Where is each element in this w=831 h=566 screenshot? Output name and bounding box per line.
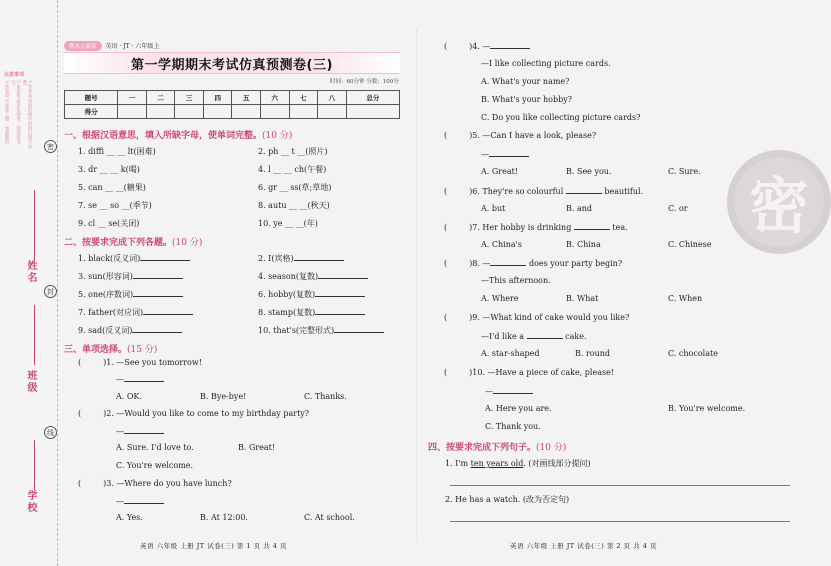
s2-item (258, 307, 365, 318)
s2-item (78, 325, 182, 336)
answer-blank[interactable] (124, 426, 164, 434)
reply-line (116, 496, 164, 506)
section-3-title: 三、单项选择。 (64, 345, 128, 355)
question-stem: )5. —Can I have a look, please? (469, 131, 597, 140)
paren: ( (444, 131, 448, 140)
question-stem: )4. — (469, 42, 491, 51)
s1-item: 3. dr __ __ k(喝) (78, 165, 140, 174)
name-label: 姓名 (25, 260, 36, 284)
score-header-row (65, 91, 400, 105)
option-c[interactable]: C. or (668, 204, 688, 213)
score-cell[interactable] (175, 105, 204, 119)
score-header-cell: 总分 (346, 91, 399, 105)
s2-item-label: 8. stamp(复数) (258, 308, 316, 317)
section-4-heading (428, 440, 566, 453)
score-table (64, 90, 400, 119)
score-cell[interactable] (118, 105, 147, 119)
option-a[interactable]: A. Great! (481, 167, 519, 176)
notice-text: 2.用蓝色或黑色钢笔、圆珠笔书写。 (10, 80, 21, 145)
score-cell[interactable] (318, 105, 347, 119)
binding-margin (0, 0, 58, 566)
option-b[interactable]: B. and (566, 204, 593, 213)
s4-item-2: 2. He has a watch. (改为否定句) (445, 495, 570, 504)
reply-text-end: cake. (565, 332, 587, 341)
notice-text: 1.答卷前将密封线内的项目填写清楚。 (22, 80, 32, 150)
option-c[interactable]: C. At school. (304, 513, 355, 522)
score-cell[interactable] (346, 105, 399, 119)
option-c[interactable]: C. When (668, 294, 703, 303)
s1-item: 10. ye __ __(年) (258, 219, 318, 228)
option-a[interactable]: A. China's (481, 240, 522, 249)
s1-item: 2. ph __ t __(照片) (258, 147, 328, 156)
answer-blank[interactable] (315, 289, 365, 297)
footer-left: 英语 六年级 上册 JT 试卷(三) 第 1 页 共 4 页 (140, 542, 287, 550)
section-2-title: 二、按要求完成下列各题。 (64, 238, 173, 248)
notice-box (4, 72, 48, 150)
dash: — (116, 427, 124, 436)
answer-blank[interactable] (140, 253, 190, 261)
paren: ( (444, 259, 448, 268)
paren: ( (444, 313, 448, 322)
page-title: 第一学期期末考试仿真预测卷(三) (131, 57, 333, 73)
section-4-title: 四、按要求完成下列句子。 (428, 443, 537, 453)
answer-blank[interactable] (315, 307, 365, 315)
score-header-cell: 七 (289, 91, 318, 105)
s2-item (78, 307, 193, 318)
option-a[interactable]: A. OK. (116, 392, 142, 401)
s2-item (258, 271, 368, 282)
s2-item-label: 5. one(序数词) (78, 290, 134, 299)
s2-item (258, 289, 365, 300)
section-4-points: (10 分) (536, 443, 567, 453)
option-a[interactable]: A. Sure. I'd love to. (116, 443, 194, 452)
underlined-phrase: ten years old (470, 459, 524, 468)
mc-question-10 (444, 368, 614, 377)
option-c[interactable]: C. Thanks. (304, 392, 347, 401)
option-c[interactable]: C. Do you like collecting picture cards? (481, 113, 641, 122)
confidential-stamp: 密 (727, 150, 831, 254)
question-stem-end: beautiful. (604, 187, 644, 196)
page-divider (416, 30, 417, 540)
dash: — (116, 375, 124, 384)
mc-question-9 (444, 313, 629, 322)
question-stem: )3. —Where do you have lunch? (103, 479, 232, 488)
option-c[interactable]: C. You're welcome. (116, 461, 194, 470)
dash: — (116, 497, 124, 506)
answer-blank[interactable] (133, 289, 183, 297)
answer-line[interactable] (450, 485, 790, 486)
reply-line (485, 386, 533, 396)
score-cell[interactable] (261, 105, 290, 119)
score-cell[interactable] (146, 105, 175, 119)
paren: ( (444, 223, 448, 232)
s2-item-label: 7. father(对应词) (78, 308, 144, 317)
class-line[interactable] (34, 305, 35, 365)
section-1-title: 一、根据汉语意思，填入所缺字母，使单词完整。 (64, 131, 263, 141)
s2-item-label: 4. season(复数) (258, 272, 319, 281)
paren: ( (444, 42, 448, 51)
answer-blank[interactable] (493, 386, 533, 394)
s2-item-label: 6. hobby(复数) (258, 290, 316, 299)
question-stem: )8. — (469, 259, 491, 268)
mc-question-4 (444, 41, 530, 51)
s2-item-label: 3. sun(形容词) (78, 272, 133, 281)
s1-item: 6. gr __ ss(草;草地) (258, 183, 332, 192)
s1-item: 4. l __ __ ch(午餐) (258, 165, 327, 174)
reply-line (116, 426, 164, 436)
answer-blank[interactable] (489, 149, 529, 157)
s2-item (258, 325, 384, 336)
s1-item: 5. can __ __(糖果) (78, 183, 146, 192)
answer-blank[interactable] (490, 41, 530, 49)
reply-line (481, 149, 529, 159)
s1-item: 8. autu __ __(秋天) (258, 201, 330, 210)
paren: ( (78, 358, 82, 367)
answer-blank[interactable] (490, 258, 526, 266)
s2-item (258, 253, 344, 264)
time-info: 时间：60分钟 分数：100分 (330, 79, 399, 85)
question-stem: )1. —See you tomorrow! (103, 358, 202, 367)
option-c[interactable]: C. Thank you. (485, 422, 541, 431)
section-2-heading (64, 235, 202, 248)
reply-line (116, 374, 164, 384)
section-3-points: (15 分) (127, 345, 158, 355)
school-line[interactable] (34, 440, 35, 490)
score-row (65, 105, 400, 119)
section-1-heading (64, 128, 292, 141)
answer-blank[interactable] (124, 374, 164, 382)
question-stem-end: does your party begin? (528, 259, 623, 268)
section-2-points: (10 分) (172, 238, 203, 248)
score-cell[interactable] (203, 105, 232, 119)
reply-text: —I'd like a (481, 332, 525, 341)
seal-char: 线 (44, 426, 57, 439)
score-header-cell: 五 (232, 91, 261, 105)
answer-blank[interactable] (527, 331, 563, 339)
option-a[interactable]: A. star-shaped (481, 349, 540, 358)
reply-text: —This afternoon. (481, 276, 551, 285)
score-header-cell: 八 (318, 91, 347, 105)
dash: — (485, 387, 493, 396)
name-line[interactable] (34, 190, 35, 260)
option-c[interactable]: C. Sure. (668, 167, 701, 176)
score-header-cell: 二 (146, 91, 175, 105)
mc-question-3 (78, 479, 232, 488)
header-bar (64, 40, 400, 51)
option-b[interactable]: B. What (566, 294, 599, 303)
answer-blank[interactable] (574, 222, 610, 230)
option-a[interactable]: A. but (481, 204, 506, 213)
score-header-cell: 三 (175, 91, 204, 105)
answer-blank[interactable] (294, 253, 344, 261)
answer-blank[interactable] (334, 325, 384, 333)
notice-text: 3.答卷时字迹要工整，卷面整洁。 (4, 80, 9, 150)
option-b[interactable]: B. Great! (238, 443, 276, 452)
question-stem-end: tea. (612, 223, 628, 232)
score-header-cell: 题号 (65, 91, 118, 105)
question-stem: )6. They're so colourful (469, 187, 564, 196)
answer-blank[interactable] (132, 325, 182, 333)
score-header-cell: 六 (261, 91, 290, 105)
mc-question-1 (78, 358, 202, 367)
s2-item (78, 289, 183, 300)
question-stem: )7. Her hobby is drinking (469, 223, 572, 232)
option-c[interactable]: C. chocolate (668, 349, 718, 358)
notice-title: 注意事项 (4, 72, 25, 78)
reply-text: —I like collecting picture cards. (481, 59, 611, 68)
question-stem: )10. —Have a piece of cake, please! (469, 368, 615, 377)
dash: — (481, 150, 489, 159)
score-row-label: 得分 (65, 105, 118, 119)
s2-item-label: 2. I(宾格) (258, 254, 294, 263)
reply-line (481, 331, 587, 341)
s1-item: 7. se __ so __(季节) (78, 201, 152, 210)
option-b[interactable]: B. Bye-bye! (200, 392, 247, 401)
sentence-text: 1. I'm (445, 459, 469, 468)
option-b[interactable]: B. round (575, 349, 611, 358)
class-label: 班级 (25, 370, 36, 394)
mc-question-5 (444, 131, 596, 140)
paren: ( (444, 187, 448, 196)
paren: ( (78, 409, 82, 418)
s2-item (78, 271, 183, 282)
s2-item-label: 9. sad(反义词) (78, 326, 133, 335)
sentence-instruction: . (对画线部分提问) (523, 459, 591, 468)
score-header-cell: 一 (118, 91, 147, 105)
s2-item-label: 1. black(反义词) (78, 254, 141, 263)
question-stem: )2. —Would you like to come to my birthday party? (103, 409, 310, 418)
option-a[interactable]: A. What's your name? (481, 77, 570, 86)
s2-item (78, 253, 190, 264)
mc-question-7 (444, 222, 628, 232)
s1-item: 1. diffi __ __ lt(困难) (78, 147, 156, 156)
paren: ( (444, 368, 448, 377)
mc-question-8 (444, 258, 622, 268)
answer-blank[interactable] (143, 307, 193, 315)
section-3-heading (64, 342, 157, 355)
footer-right: 英语 六年级 上册 JT 试卷(三) 第 2 页 共 4 页 (510, 542, 657, 550)
title-band (64, 52, 400, 74)
option-a[interactable]: A. Here you are. (485, 404, 552, 413)
series-tag: 期末大赢家 (64, 41, 102, 51)
s2-item-label: 10. that's(完整形式) (258, 326, 335, 335)
mc-question-2 (78, 409, 309, 418)
score-cell[interactable] (289, 105, 318, 119)
seal-char: 密 (44, 140, 57, 153)
answer-line[interactable] (450, 521, 790, 522)
option-b[interactable]: B. At 12:00. (200, 513, 248, 522)
question-stem: )9. —What kind of cake would you like? (469, 313, 630, 322)
seal-char: 封 (44, 285, 57, 298)
s4-item-1 (445, 458, 591, 469)
score-cell[interactable] (232, 105, 261, 119)
section-1-points: (10 分) (262, 131, 293, 141)
answer-blank[interactable] (318, 271, 368, 279)
option-a[interactable]: A. Yes. (116, 513, 143, 522)
option-b[interactable]: B. What's your hobby? (481, 95, 573, 104)
answer-blank[interactable] (133, 271, 183, 279)
school-label: 学校 (25, 490, 36, 514)
answer-blank[interactable] (566, 186, 602, 194)
option-b[interactable]: B. China (566, 240, 601, 249)
answer-blank[interactable] (124, 496, 164, 504)
option-b[interactable]: B. See you. (566, 167, 612, 176)
option-c[interactable]: C. Chinese (668, 240, 712, 249)
mc-question-6 (444, 186, 643, 196)
s1-item: 9. cl __ se(关闭) (78, 219, 140, 228)
option-a[interactable]: A. Where (481, 294, 519, 303)
score-header-cell: 四 (203, 91, 232, 105)
series-info: 英语 · JT · 六年级上 (105, 43, 160, 50)
paren: ( (78, 479, 82, 488)
option-b[interactable]: B. You're welcome. (668, 404, 746, 413)
